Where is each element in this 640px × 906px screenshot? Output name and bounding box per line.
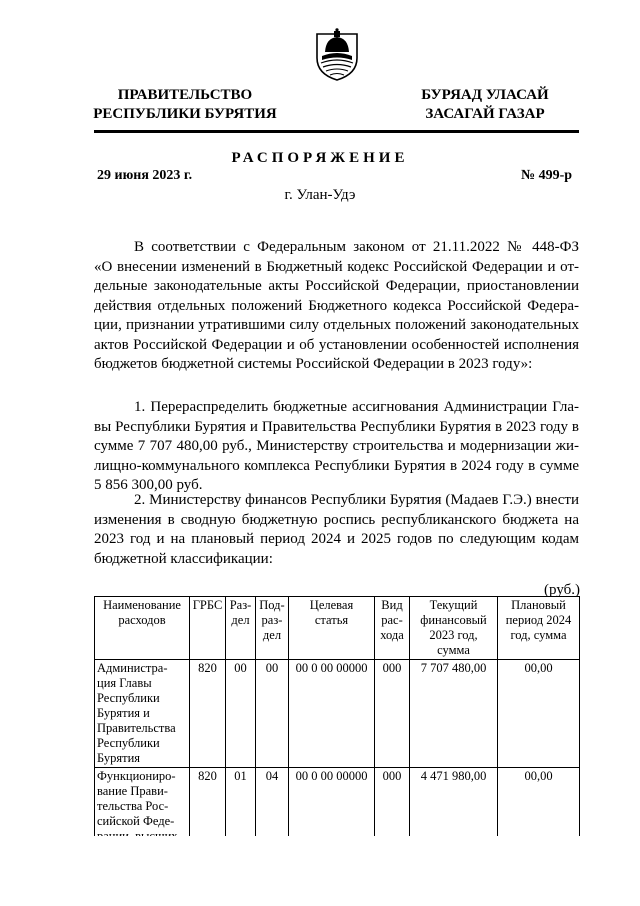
text-line: действия отдельных положений Бюджетного кодекса Российской Федера- [94,297,579,314]
header-text: 2023 год, [429,628,478,642]
text-line: ции, признании утратившими силу отдельных положений законодательных [94,317,579,333]
header-razdel [226,597,256,660]
header-podrazdel [256,597,289,660]
cell-plan: 00,00 [498,660,580,768]
header-vid [375,597,410,660]
document-date: 29 июня 2023 г. [97,168,193,183]
cell-text: вание Прави- [97,784,168,798]
cell-text: Правительства [97,721,176,735]
page-bottom-margin [0,836,640,906]
cell-vid: 000 [375,768,410,846]
header-line: ПРАВИТЕЛЬСТВО [117,87,253,103]
cell-razdel: 00 [226,660,256,768]
text-line: вы Республики Бурятия и Правительства Республики Бурятия в 2023 году в [94,418,579,435]
cell-name [95,660,190,768]
header-name [95,597,190,660]
text-line: изменения в сводную бюджетную роспись республиканского бюджета на [94,511,579,528]
coat-of-arms-emblem [312,28,362,82]
header-grbs [190,597,226,660]
text-line: 2. Министерству финансов Республики Бурятия (Мадаев Г.Э.) внести [134,492,579,508]
document-city: г. Улан-Удэ [284,187,356,203]
text-line: В соответствии с Федеральным законом от 21.11.2022 № 448-ФЗ [134,239,579,255]
header-text: Текущий [429,598,478,612]
header-text: ГРБС [192,598,223,612]
cell-name [95,768,190,846]
cell-text: сийской Феде- [97,814,175,828]
text-line: «О внесении изменений в Бюджетный кодекс Российской Федерации и от- [94,258,579,275]
document-number: № 499-р [521,168,573,183]
cell-text: Республики [97,691,160,705]
header-text: статья [314,613,349,627]
item-1-paragraph [94,398,579,496]
text-line: 2023 год и на плановый период 2024 и 2025 годов по следующим кодам [94,531,579,547]
header-text: расходов [118,613,166,627]
header-text: дел [262,628,282,642]
header-text: Наименование [103,598,181,612]
cell-current: 4 471 980,00 [410,768,498,846]
cell-text: Бурятия и [97,706,150,720]
text-line: актов Российской Федерации и об установлении особенностей исполнения [94,336,579,353]
header-text: Раз- [229,598,252,612]
cell-grbs: 820 [190,660,226,768]
budget-classification-table [94,596,580,846]
header-current [410,597,498,660]
currency-unit: (руб.) [544,582,580,598]
text-line: бюджетов бюджетной системы Российской Федерации в 2023 году»: [94,356,533,372]
header-plan [498,597,580,660]
header-text: Целевая [309,598,354,612]
header-text: сумма [437,643,470,657]
cell-text: тельства Рос- [97,799,169,813]
cell-vid: 000 [375,660,410,768]
text-line: лищно-коммунального комплекса Республики Бурятия в 2024 году в сумме [94,457,579,474]
header-text: Вид [381,598,403,612]
government-header-buryat [400,86,570,124]
header-text: год, сумма [510,628,567,642]
cell-razdel: 01 [226,768,256,846]
text-line: сумме 7 707 480,00 руб., Министерству строительства и модернизации жи- [94,438,579,454]
header-text: хода [380,628,404,642]
item-2-paragraph [94,491,579,569]
text-line: 1. Перераспределить бюджетные ассигнования Администрации Гла- [134,399,579,415]
cell-target: 00 0 00 00000 [289,768,375,846]
table-header-row [95,597,580,660]
header-text: дел [231,613,250,627]
header-text: раз- [261,613,283,627]
header-line: БУРЯАД УЛАСАЙ [421,87,549,103]
text-line: дельные законодательные акты Российской Федерации, приостановлении [94,278,579,294]
cell-text: ция Главы [97,676,152,690]
text-line: бюджетной классификации: [94,550,273,567]
cell-text: Функциониро- [97,769,176,783]
text-line: 5 856 300,00 руб. [94,477,203,493]
header-divider [94,130,579,133]
cell-text: Администра- [97,661,168,675]
header-text: Плановый [511,598,566,612]
table-row [95,660,580,768]
cell-grbs: 820 [190,768,226,846]
header-text: период 2024 [505,613,572,627]
cell-podrazdel: 00 [256,660,289,768]
header-text: финансовый [420,613,487,627]
header-text: Под- [259,598,285,612]
cell-plan: 00,00 [498,768,580,846]
cell-current: 7 707 480,00 [410,660,498,768]
cell-text: Республики [97,736,160,750]
preamble-paragraph [94,238,579,375]
document-title: РАСПОРЯЖЕНИЕ [231,150,409,166]
header-target [289,597,375,660]
cell-text: Бурятия [97,751,141,765]
header-line: ЗАСАГАЙ ГАЗАР [425,106,545,122]
header-line: РЕСПУБЛИКИ БУРЯТИЯ [93,106,277,122]
header-text: рас- [381,613,403,627]
table-row [95,768,580,846]
cell-target: 00 0 00 00000 [289,660,375,768]
cell-podrazdel: 04 [256,768,289,846]
government-header-russian [80,86,290,124]
